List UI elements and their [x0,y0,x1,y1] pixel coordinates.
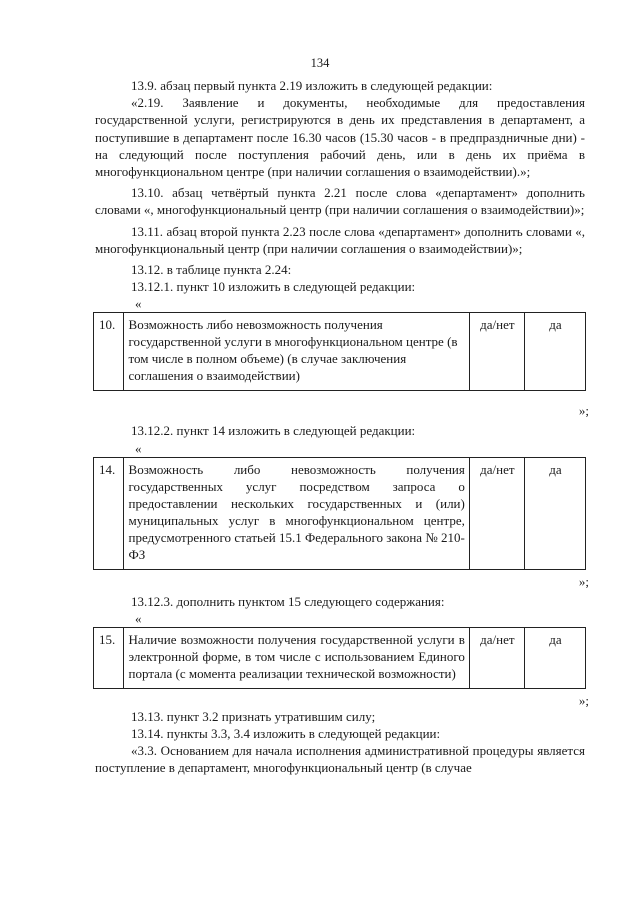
service-table-row-14 [93,457,586,570]
paragraph-13-9: 13.9. абзац первый пункта 2.19 изложить в следующей редакции: [131,78,493,93]
row-number: 14. [94,457,124,569]
row-answer-type: да/нет [469,627,524,688]
row-answer-type: да/нет [469,313,524,391]
close-quote-3: »; [578,692,589,708]
table-row [94,313,586,391]
table-row [94,457,586,569]
service-table-row-15 [93,627,586,689]
page-number: 134 [310,56,330,70]
open-quote-1: « [135,296,142,312]
paragraph-13-12-1: 13.12.1. пункт 10 изложить в следующей редакции: [131,279,416,295]
paragraph-13-12-2: 13.12.2. пункт 14 изложить в следующей редакции: [131,423,416,439]
paragraph-13-12-3: 13.12.3. дополнить пунктом 15 следующего содержания: [131,593,445,609]
close-quote-1: »; [578,403,589,419]
paragraph-3-3: «3.3. Основанием для начала исполнения административной процедуры является поступление в департамент, многофункциональный центр (в случае [95,743,585,776]
row-description: Возможность либо невозможность получения государственных услуг посредством запроса о предоставлении нескольких государственных и (или) муниципальных услуг в многофункциональном центре, предусмотренного статьей 15.1 Федерального закона № 210-ФЗ [123,457,469,569]
row-description: Возможность либо невозможность получения государственной услуги в многофункциональном центре (в том числе в полном объеме) (в случае заключения соглашения о взаимодействии) [123,313,469,391]
row-value: да [524,627,585,688]
paragraph-13-14: 13.14. пункты 3.3, 3.4 изложить в следующей редакции: [131,726,441,742]
table-row [94,627,586,688]
paragraph-13-10: 13.10. абзац четвёртый пункта 2.21 после слова «департамент» дополнить словами «, многофункциональный центр (при наличии соглашения о взаимодействии)»; [95,185,585,218]
document-body [95,77,589,777]
open-quote-3: « [135,610,142,626]
close-quote-2: »; [578,573,589,589]
paragraph-13-13: 13.13. пункт 3.2 признать утратившим силу; [131,708,376,724]
row-value: да [524,313,585,391]
row-value: да [524,457,585,569]
paragraph-13-11: 13.11. абзац второй пункта 2.23 после слова «департамент» дополнить словами «, многофункциональный центр (при наличии соглашения о взаимодействии)»; [95,223,585,256]
row-number: 10. [94,313,124,391]
paragraph-13-12: 13.12. в таблице пункта 2.24: [131,262,292,278]
row-description: Наличие возможности получения государственной услуги в электронной форме, в том числе с использованием Единого портала (с момента реализации технической возможности) [123,627,469,688]
service-table-row-10 [93,312,586,391]
paragraph-2-19: «2.19. Заявление и документы, необходимые для предоставления государственной услуги, регистрируются в день их представления в департамент, а поступившие в департамент после 16.30 часов (15.30 часов - в предпраздничные дни) - на следующий после поступления рабочий день, или в день их приёма в многофункциональном центре (при наличии соглашения о взаимодействии).»; [95,95,585,180]
row-answer-type: да/нет [469,457,524,569]
open-quote-2: « [135,440,142,456]
row-number: 15. [94,627,124,688]
